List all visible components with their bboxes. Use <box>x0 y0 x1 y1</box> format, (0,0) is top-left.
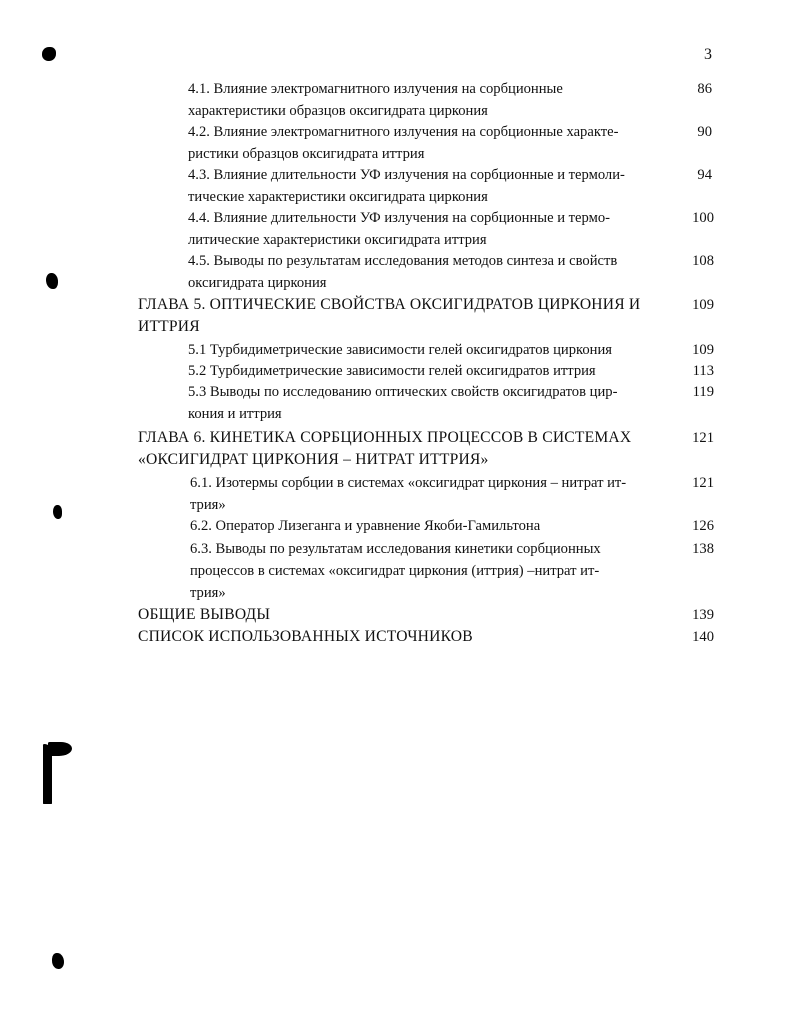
toc-references <box>138 626 714 648</box>
toc-entry-title: 5.2 Турбидиметрические зависимости гелей оксигидратов иттрия <box>188 363 596 379</box>
toc-entry-page: 121 <box>692 430 714 446</box>
toc-entry-page: 94 <box>697 167 712 183</box>
scan-artifact <box>42 47 56 61</box>
toc-general-conclusions <box>138 604 714 626</box>
scan-artifact <box>52 953 64 969</box>
toc-chapter-5 <box>138 294 714 338</box>
toc-chapter-title: ГЛАВА 6. КИНЕТИКА СОРБЦИОННЫХ ПРОЦЕССОВ В СИСТЕМАХ «ОКСИГИДРАТ ЦИРКОНИЯ – НИТРАТ ИТТРИЯ» <box>138 429 632 468</box>
toc-entry-page: 109 <box>692 297 714 313</box>
toc-entry-5-3 <box>188 381 714 425</box>
page-number: 3 <box>704 46 712 63</box>
scan-artifact <box>48 742 72 756</box>
toc-chapter-title: СПИСОК ИСПОЛЬЗОВАННЫХ ИСТОЧНИКОВ <box>138 628 473 645</box>
toc-entry-page: 138 <box>692 541 714 557</box>
toc-entry-5-2 <box>188 360 714 382</box>
toc-entry-5-1 <box>188 339 714 361</box>
toc-entry-4-1 <box>188 78 712 122</box>
toc-entry-page: 109 <box>692 342 714 358</box>
toc-entry-6-3 <box>190 538 714 604</box>
toc-entry-title: 6.1. Изотермы сорбции в системах «оксигидрат циркония – нитрат ит- трия» <box>190 475 627 513</box>
toc-entry-page: 140 <box>692 629 714 645</box>
toc-chapter-title: ГЛАВА 5. ОПТИЧЕСКИЕ СВОЙСТВА ОКСИГИДРАТОВ ЦИРКОНИЯ И ИТТРИЯ <box>138 296 641 335</box>
toc-chapter-title: ОБЩИЕ ВЫВОДЫ <box>138 606 271 623</box>
scan-artifact <box>53 505 62 519</box>
toc-entry-title: 4.4. Влияние длительности УФ излучения на сорбционные и термо- литические характеристики оксигидрата иттрия <box>188 210 610 248</box>
toc-entry-title: 5.1 Турбидиметрические зависимости гелей оксигидратов циркония <box>188 342 612 358</box>
toc-entry-6-2 <box>190 515 714 537</box>
toc-entry-4-3 <box>188 164 712 208</box>
toc-entry-4-5 <box>188 250 714 294</box>
toc-entry-page: 113 <box>692 363 714 379</box>
toc-entry-page: 139 <box>692 607 714 623</box>
toc-entry-title: 4.2. Влияние электромагнитного излучения на сорбционные характе- ристики образцов оксигидрата иттрия <box>188 124 619 162</box>
toc-entry-page: 126 <box>692 518 714 534</box>
toc-entry-page: 119 <box>692 384 714 400</box>
toc-entry-title: 6.3. Выводы по результатам исследования кинетики сорбционных процессов в системах «оксигидрат циркония (иттрия) –нитрат ит- трия» <box>190 541 601 601</box>
toc-chapter-6 <box>138 427 714 471</box>
toc-entry-page: 121 <box>692 475 714 491</box>
toc-entry-page: 86 <box>697 81 712 97</box>
toc-entry-title: 4.5. Выводы по результатам исследования методов синтеза и свойств оксигидрата циркония <box>188 253 618 291</box>
scan-artifact <box>46 273 58 289</box>
toc-entry-page: 90 <box>697 124 712 140</box>
toc-entry-title: 5.3 Выводы по исследованию оптических свойств оксигидратов цир- кония и иттрия <box>188 384 618 422</box>
toc-entry-6-1 <box>190 472 714 516</box>
toc-entry-page: 108 <box>692 253 714 269</box>
toc-entry-title: 4.3. Влияние длительности УФ излучения на сорбционные и термоли- тические характеристики оксигидрата циркония <box>188 167 625 205</box>
toc-entry-4-2 <box>188 121 712 165</box>
toc-entry-4-4 <box>188 207 714 251</box>
toc-entry-page: 100 <box>692 210 714 226</box>
toc-entry-title: 6.2. Оператор Лизеганга и уравнение Якоби-Гамильтона <box>190 518 541 534</box>
toc-entry-title: 4.1. Влияние электромагнитного излучения на сорбционные характеристики образцов оксигидрата циркония <box>188 81 563 119</box>
